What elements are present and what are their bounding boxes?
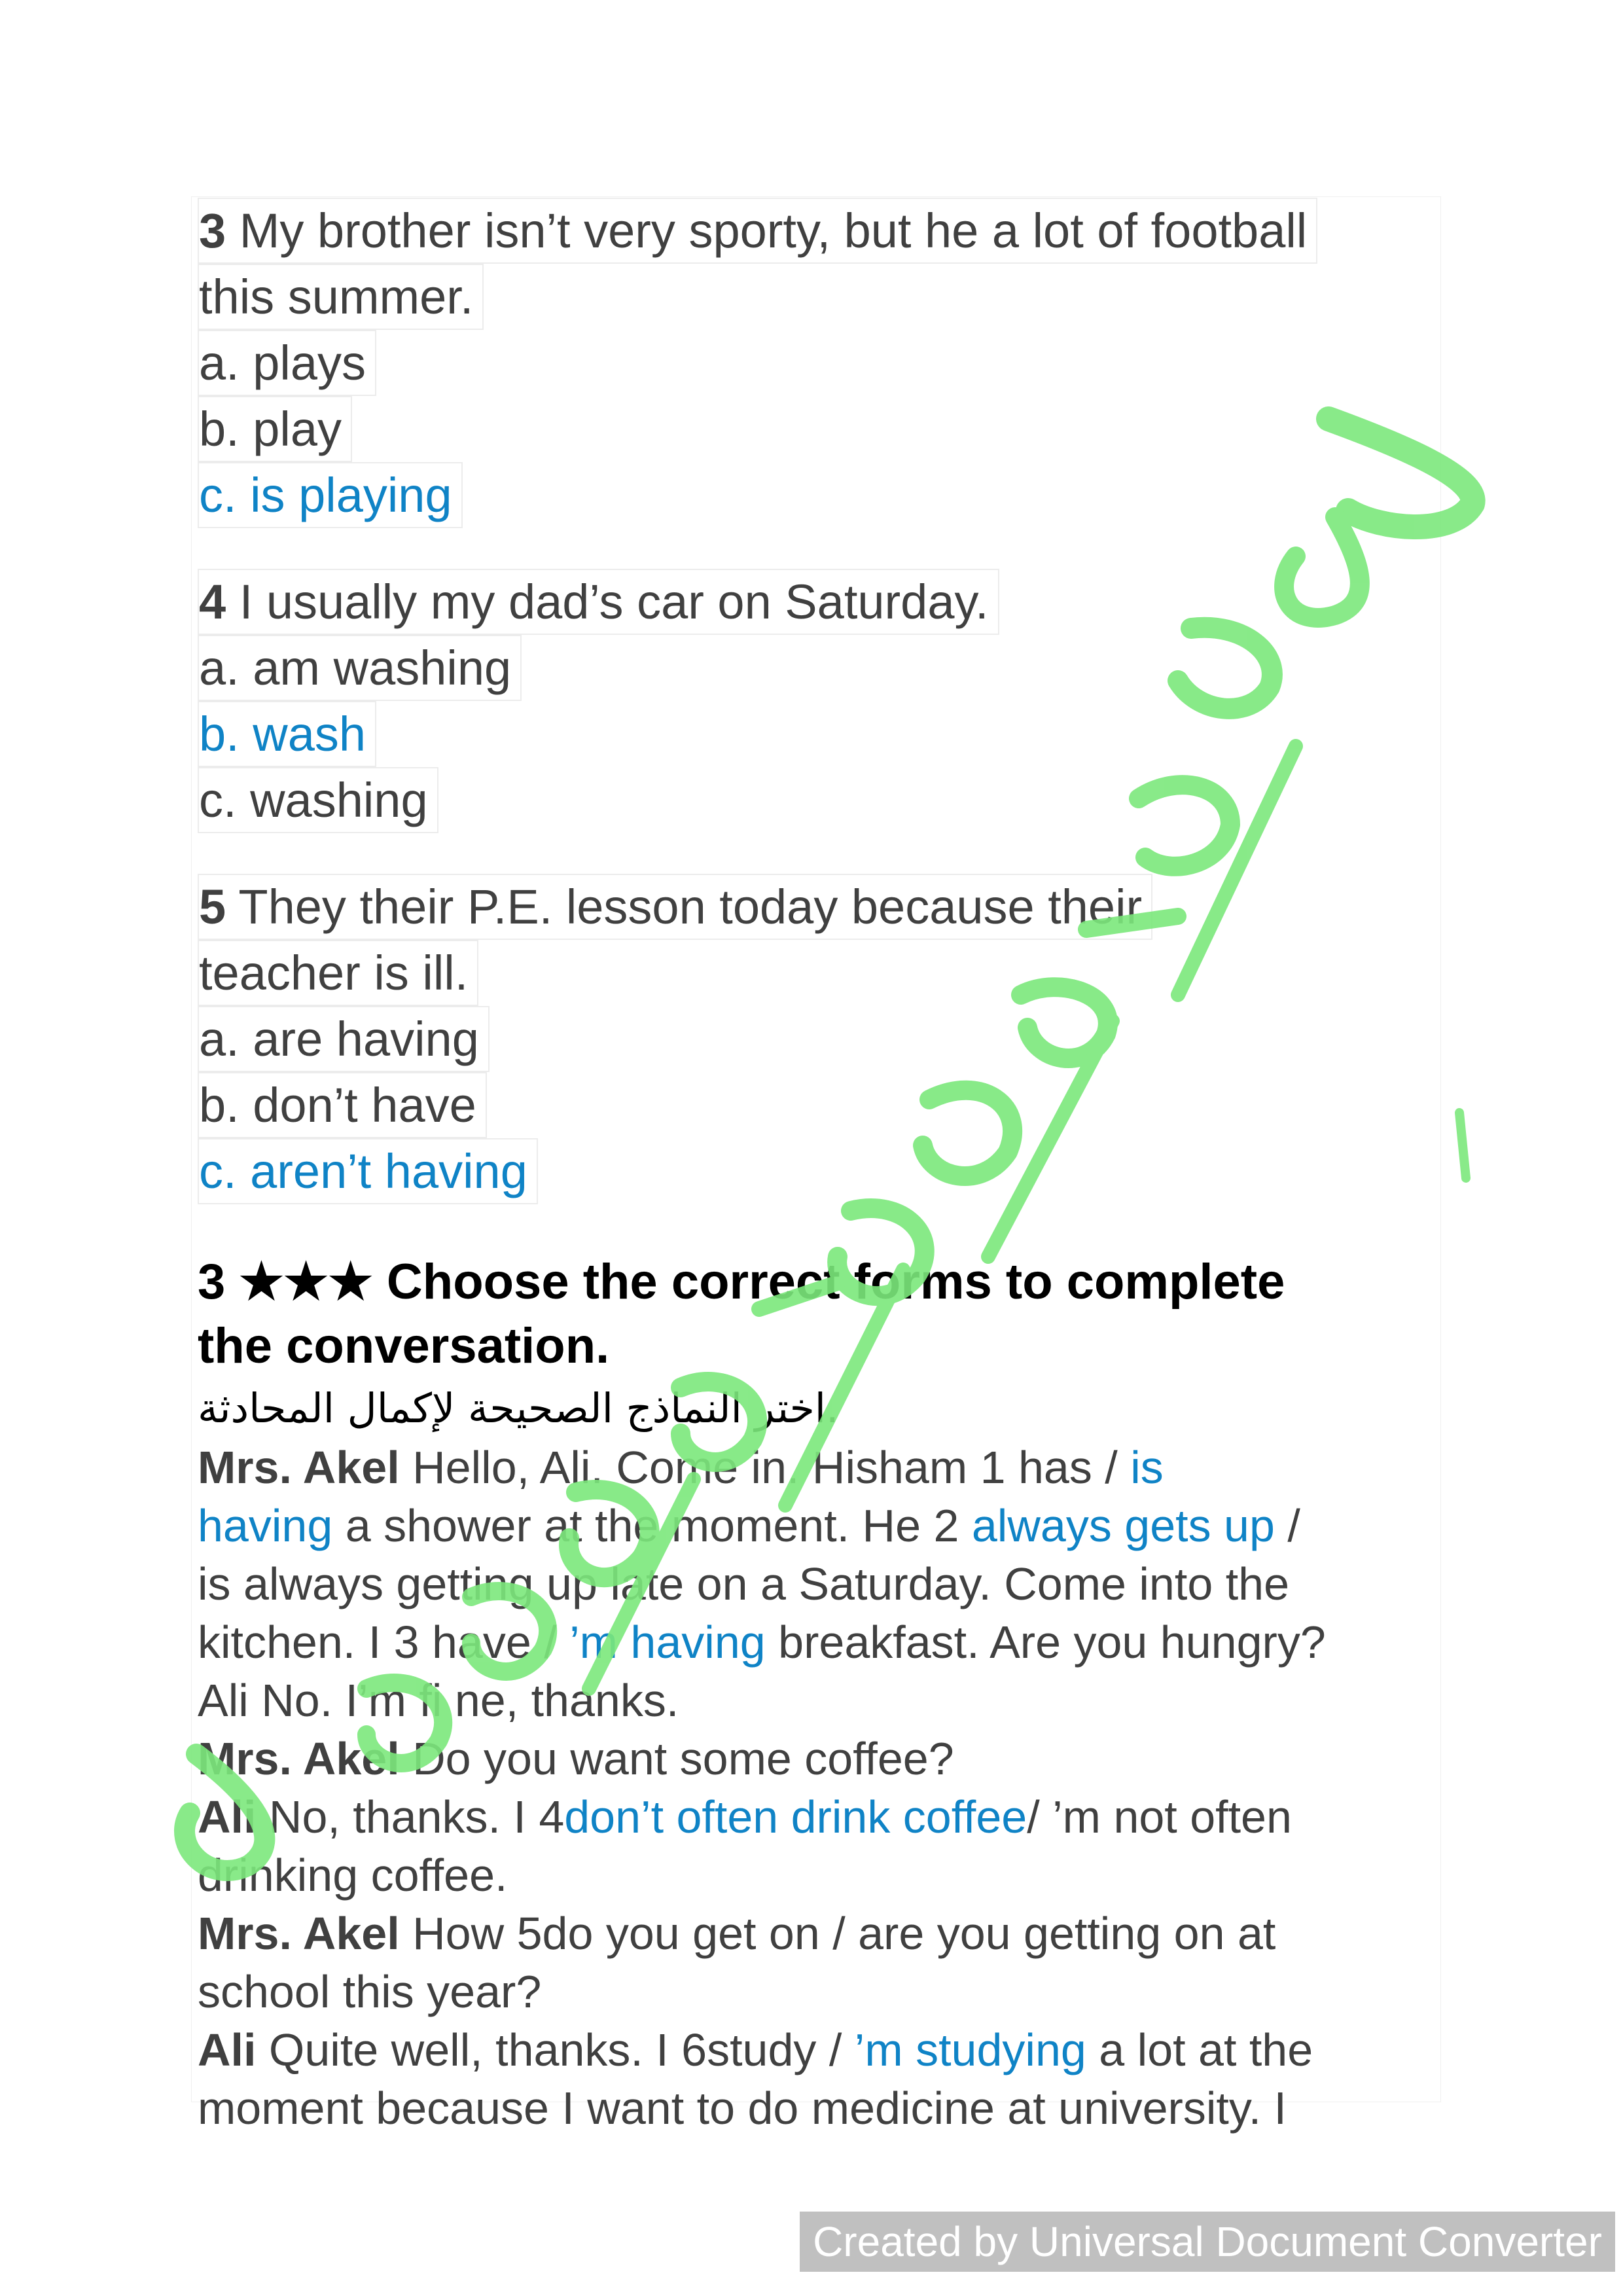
dialogue-line: Ali No. I’m fi ne, thanks. — [198, 1675, 679, 1726]
speaker: Mrs. Akel — [198, 1733, 400, 1784]
question-stem-line: 5 They their P.E. lesson today because their — [198, 874, 1152, 940]
option-a[interactable]: a. plays — [198, 330, 376, 396]
answer-choice[interactable]: don’t often drink coffee — [564, 1791, 1027, 1842]
answer-choice[interactable]: is — [1130, 1442, 1164, 1493]
converter-footer-badge: Created by Universal Document Converter — [800, 2212, 1615, 2272]
option-b[interactable]: b. play — [198, 396, 352, 462]
question-stem-line: 4 I usually my dad’s car on Saturday. — [198, 569, 999, 635]
speaker: Ali — [198, 2024, 257, 2075]
dialogue — [198, 1439, 1441, 2138]
answer-choice[interactable]: having — [198, 1500, 333, 1551]
option-c[interactable]: c. washing — [198, 767, 438, 833]
dialogue-line: having a shower at the moment. He 2 always gets up / — [198, 1500, 1300, 1551]
dialogue-line: drinking coffee. — [198, 1850, 508, 1901]
speaker: Mrs. Akel — [198, 1442, 400, 1493]
question-3 — [198, 198, 1441, 528]
document-body — [198, 198, 1441, 2138]
option-b[interactable]: b. don’t have — [198, 1072, 487, 1138]
dialogue-line: is always getting up late on a Saturday. Come into the — [198, 1558, 1290, 1609]
option-b-correct[interactable]: b. wash — [198, 701, 376, 767]
dialogue-line: Ali Quite well, thanks. I 6study / ’m studying a lot at the — [198, 2024, 1313, 2075]
speaker: Mrs. Akel — [198, 1908, 400, 1959]
dialogue-line: Mrs. Akel Do you want some coffee? — [198, 1733, 954, 1784]
question-4 — [198, 569, 1441, 833]
question-number: 3 — [199, 204, 226, 258]
question-number: 4 — [199, 575, 226, 629]
dialogue-line: Mrs. Akel How 5do you get on / are you getting on at — [198, 1908, 1276, 1959]
question-number: 5 — [199, 880, 226, 934]
arabic-instruction: اختر النماذج الصحيحة لإكمال المحادثة. — [198, 1384, 839, 1432]
dialogue-line: kitchen. I 3 have / ’m having breakfast. Are you hungry? — [198, 1617, 1326, 1668]
question-stem-line: this summer. — [198, 264, 484, 330]
section-heading: 3 ★★★ Choose the correct forms to complete — [198, 1254, 1285, 1310]
option-c-correct[interactable]: c. aren’t having — [198, 1138, 538, 1204]
answer-choice[interactable]: ’m studying — [854, 2024, 1086, 2075]
option-c-correct[interactable]: c. is playing — [198, 462, 463, 528]
option-a[interactable]: a. am washing — [198, 635, 522, 701]
answer-choice[interactable]: ’m having — [569, 1617, 766, 1668]
question-5 — [198, 874, 1441, 1204]
dialogue-line: moment because I want to do medicine at university. I — [198, 2083, 1287, 2134]
dialogue-line: school this year? — [198, 1966, 542, 2017]
option-a[interactable]: a. are having — [198, 1006, 490, 1072]
dialogue-line: Ali No, thanks. I 4don’t often drink coffee/ ’m not often — [198, 1791, 1292, 1842]
section-heading-cont: the conversation. — [198, 1318, 610, 1374]
answer-choice[interactable]: always gets up — [971, 1500, 1275, 1551]
dialogue-line: Mrs. Akel Hello, Ali. Come in. Hisham 1 has / is — [198, 1442, 1164, 1493]
question-stem-line: teacher is ill. — [198, 940, 478, 1006]
speaker: Ali — [198, 1791, 257, 1842]
question-stem-line: 3 My brother isn’t very sporty, but he a lot of football — [198, 198, 1317, 264]
